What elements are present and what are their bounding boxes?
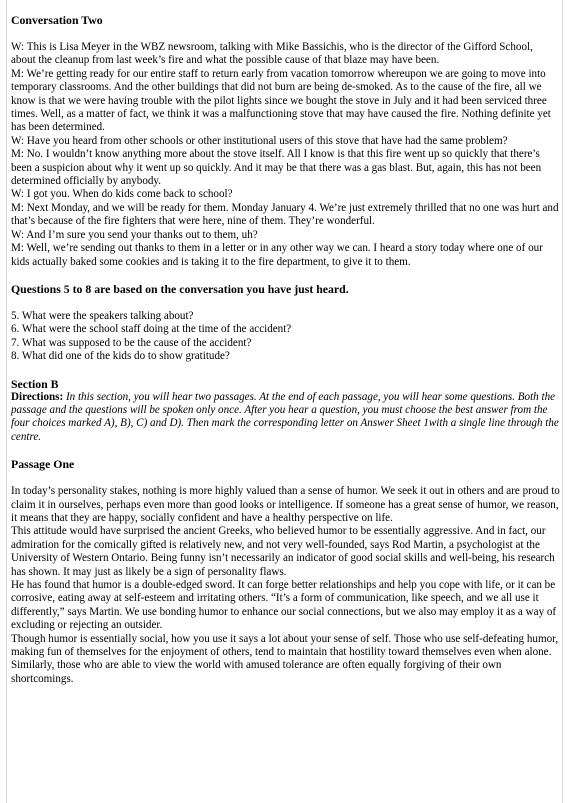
section-b-title: Section B <box>11 376 59 391</box>
question-item: 6. What were the school staff doing at the time of the accident? <box>11 323 292 336</box>
transcript-line: W: Have you heard from other schools or other institutional users of this stove that have had the same problem? <box>11 134 508 147</box>
question-item: 7. What was supposed to be the cause of the accident? <box>11 336 252 349</box>
passage-paragraph: Though humor is essentially social, how you use it says a lot about your sense of self. Those who use self-defeating humor, making fun of themselves for the enjoyment of others, tend to maintain that hostility toward themselves even when alone. Similarly, those who are able to view the world with amused tolerance are often equally forgiving of their own shortcomings. <box>11 632 559 685</box>
passage-paragraph: He has found that humor is a double-edged sword. It can forge better relationships and help you cope with life, or it can be corrosive, eating away at self-esteem and irritating others. “It’s a form of communication, like speech, and we all use it differently,” says Martin. We use bonding humor to enhance our social connections, but we also may employ it as a way of excluding or rejecting an outsider. <box>11 579 557 632</box>
passage-paragraph: In today’s personality stakes, nothing is more highly valued than a sense of humor. We seek it out in others and are proud to claim it in ourselves, perhaps even more than good looks or intelligence. If someone has a great sense of humor, we reason, it means that they are happy, socially confident and have a healthy perspective on life. <box>11 485 560 524</box>
transcript-line: M: Well, we’re sending out thanks to them in a letter or in any other way we can. I heard a story today where one of our kids actually baked some cookies and is taking it to the fire department, to give it to them. <box>11 242 543 268</box>
passage-title: Passage One <box>11 457 75 472</box>
transcript-line: M: No. I wouldn’t know anything more about the stove itself. All I know is that this fire went up so quickly that there’s been a suspicion about why it went up so quickly. And it may be that there was a gas blast. But, again, this has not been determined officially by anybody. <box>11 148 542 188</box>
directions-label: Directions: <box>11 390 64 403</box>
conversation-title: Conversation Two <box>11 13 103 27</box>
transcript-line: M: Next Monday, and we will be ready for them. Monday January 4. We’re just extremely thrilled that no one was hurt and that’s because of the fire fighters that were here, nine of them. They’re wonderful. <box>11 201 559 228</box>
document-content <box>11 13 560 686</box>
transcript-line: W: This is Lisa Meyer in the WBZ newsroom, talking with Mike Bassichis, who is the director of the Gifford School, about the cleanup from last week’s fire and what the possible cause of that blaze may have been. <box>11 41 533 67</box>
questions-heading: Questions 5 to 8 are based on the conversation you have just heard. <box>11 281 349 296</box>
transcript-line: W: And I’m sure you send your thanks out to them, uh? <box>11 228 258 241</box>
conversation-transcript <box>11 41 560 269</box>
transcript-line: M: We’re getting ready for our entire staff to return early from vacation tomorrow whereupon we are going to move into temporary classrooms. And the other buildings that did not burn are being de-smoked. As to the cause of the fire, all we know is that we were having trouble with the pilot lights since we bought the stove in July and it had been serviced three times. Well, as a matter of fact, we think it was a malfunctioning stove that may have caused the fire. Nothing definite yet has been determined. <box>11 67 551 134</box>
section-b-directions <box>11 391 560 445</box>
directions-text: In this section, you will hear two passages. At the end of each passage, you will hear some questions. Both the passage and the questions will be spoken only once. After you hear a question, you must choose the best answer from the four choices marked A), B), C) and D). Then mark the corresponding letter on Answer Sheet 1with a single line through the centre. <box>11 390 559 443</box>
question-item: 5. What were the speakers talking about? <box>11 309 194 322</box>
passage-paragraph: This attitude would have surprised the ancient Greeks, who believed humor to be essentially aggressive. And in fact, our admiration for the comically gifted is relatively new, and not very well-founded, says Rod Martin, a psychologist at the University of Western Ontario. Being funny isn’t necessarily an indicator of good social skills and well-being, his research has shown. It may just as likely be a sign of personality flaws. <box>11 525 555 578</box>
document-page <box>6 0 563 803</box>
question-item: 8. What did one of the kids do to show gratitude? <box>11 350 230 363</box>
transcript-line: W: I got you. When do kids come back to school? <box>11 188 233 201</box>
questions-list <box>11 310 560 364</box>
passage-body <box>11 485 560 686</box>
